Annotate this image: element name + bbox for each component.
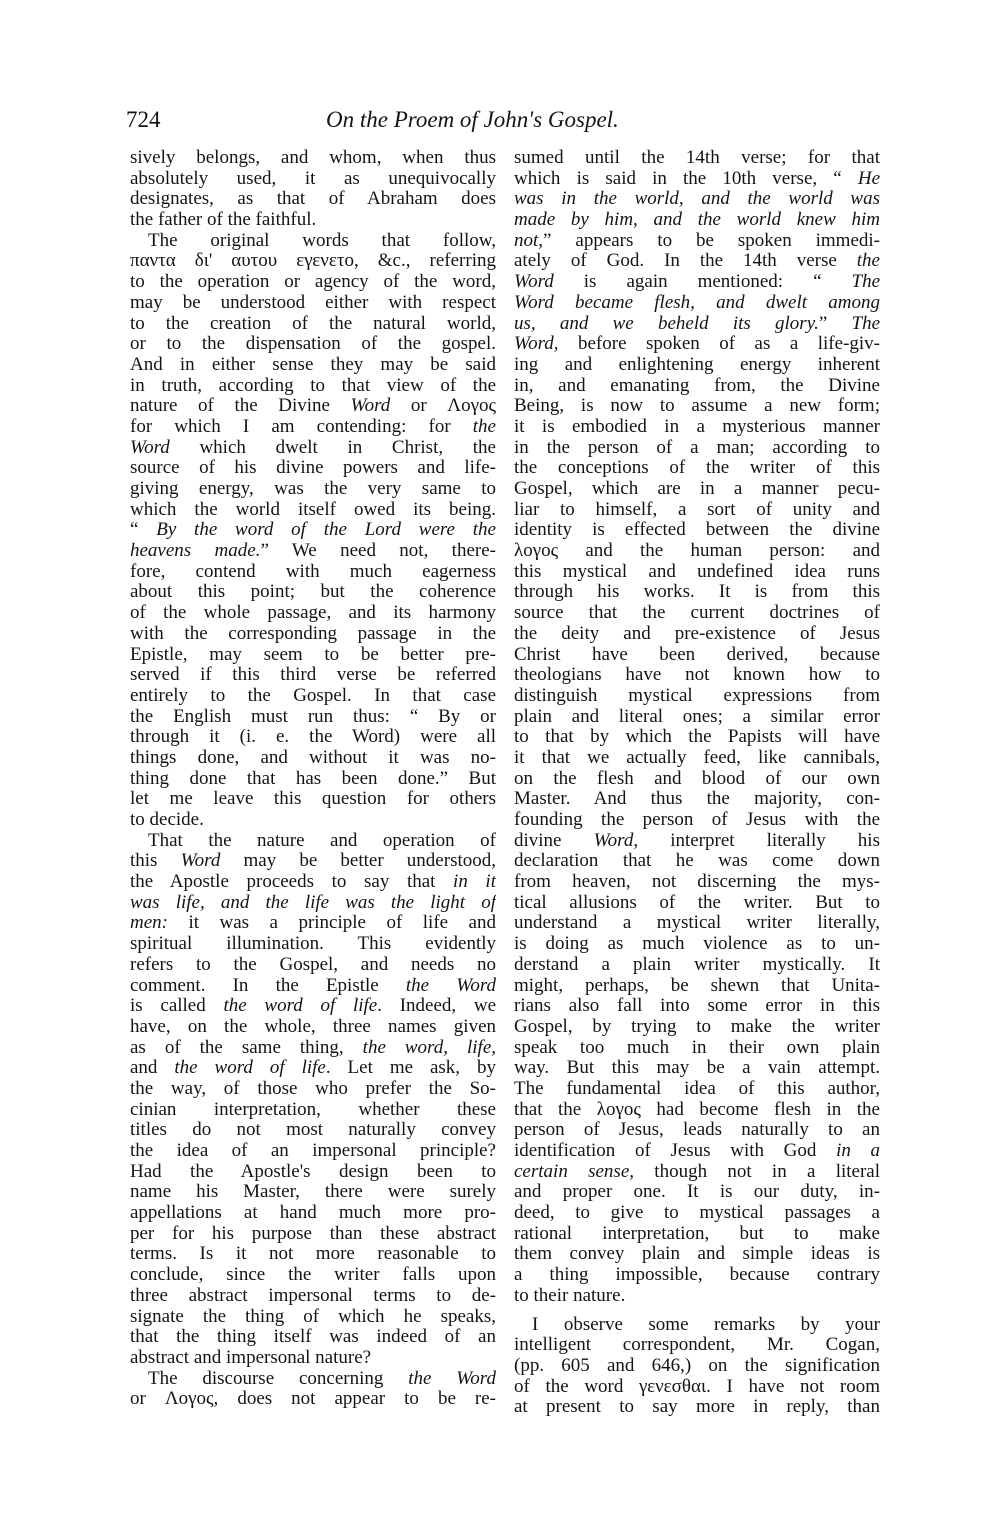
text-line: liar to himself, a sort of unity and — [514, 499, 880, 520]
text-line: on the flesh and blood of our own — [514, 768, 880, 789]
text-line: way. But this may be a vain attempt. — [514, 1058, 880, 1079]
text-line: cinian interpretation, whether these — [130, 1099, 496, 1120]
text-line: was life, and the life was the light of — [130, 892, 496, 913]
text-line: certain sense, though not in a literal — [514, 1161, 880, 1182]
text-line: or Λογος, does not appear to be re- — [130, 1389, 496, 1410]
text-line: about this point; but the coherence — [130, 582, 496, 603]
text-line: which the world itself owed its being. — [130, 499, 496, 520]
text-line: “ By the word of the Lord were the — [130, 520, 496, 541]
text-line: derstand a plain writer mystically. It — [514, 954, 880, 975]
text-line: deed, to give to mystical passages a — [514, 1203, 880, 1224]
text-line: for which I am contending: for the — [130, 416, 496, 437]
text-line: comment. In the Epistle the Word — [130, 975, 496, 996]
text-line: the deity and pre-existence of Jesus — [514, 623, 880, 644]
text-line: through his works. It is from this — [514, 582, 880, 603]
text-line: Christ have been derived, because — [514, 644, 880, 665]
text-line: not,” appears to be spoken immedi- — [514, 230, 880, 251]
text-line: from heaven, not discerning the mys- — [514, 872, 880, 893]
text-line: refers to the Gospel, and needs no — [130, 954, 496, 975]
running-title: On the Proem of John's Gospel. — [326, 107, 619, 132]
text-line: identity is effected between the divine — [514, 520, 880, 541]
text-line: ately of God. In the 14th verse the — [514, 251, 880, 272]
text-line: And in either sense they may be said — [130, 354, 496, 375]
text-line: is called the word of life. Indeed, we — [130, 996, 496, 1017]
text-line: at present to say more in reply, than — [514, 1397, 880, 1418]
text-line: as of the same thing, the word, life, — [130, 1037, 496, 1058]
text-line: Master. And thus the majority, con- — [514, 789, 880, 810]
text-line: or to the dispensation of the gospel. — [130, 334, 496, 355]
text-line: sumed until the 14th verse; for that — [514, 148, 880, 168]
text-line: Epistle, may seem to be better pre- — [130, 644, 496, 665]
text-line: to the creation of the natural world, — [130, 313, 496, 334]
text-line: to decide. — [130, 810, 204, 830]
text-line: sively belongs, and whom, when thus — [130, 148, 496, 168]
text-line: signate the thing of which he speaks, — [130, 1306, 496, 1327]
text-line: Word, before spoken of as a life-giv- — [514, 334, 880, 355]
left-column — [130, 148, 496, 1410]
text-line: The original words that follow, — [148, 230, 496, 251]
text-line: served if this third verse be referred — [130, 665, 496, 686]
text-line: λογος and the human person: and — [514, 541, 880, 562]
text-line: us, and we beheld its glory.” The — [514, 313, 880, 334]
text-line: might, perhaps, be shewn that Unita- — [514, 975, 880, 996]
text-line: rians also fall into some error in this — [514, 996, 880, 1017]
text-line: men: it was a principle of life and — [130, 913, 496, 934]
text-line: that the λογος had become flesh in the — [514, 1099, 880, 1120]
text-line: tical allusions of the writer. But to — [514, 892, 880, 913]
text-line: is doing as much violence as to un- — [514, 934, 880, 955]
text-line: in, and emanating from, the Divine — [514, 375, 880, 396]
text-line: absolutely used, it as unequivocally — [130, 168, 496, 189]
text-line: and proper one. It is our duty, in- — [514, 1182, 880, 1203]
right-column — [514, 148, 880, 1418]
text-line: in truth, according to that view of the — [130, 375, 496, 396]
text-line: source that the current doctrines of — [514, 603, 880, 624]
text-line: and the word of life. Let me ask, by — [130, 1058, 496, 1079]
text-line: terms. Is it not more reasonable to — [130, 1244, 496, 1265]
text-line: the way, of those who prefer the So- — [130, 1078, 496, 1099]
text-line: appellations at hand much more pro- — [130, 1203, 496, 1224]
text-line: Gospel, which are in a manner pecu- — [514, 479, 880, 499]
text-line: nature of the Divine Word or Λογος — [130, 396, 496, 417]
text-line: giving energy, was the very same to — [130, 479, 496, 499]
text-line: παντα δι' αυτου εγενετο, &c., referring — [130, 251, 496, 272]
text-line: a thing impossible, because contrary — [514, 1265, 880, 1286]
text-line: to their nature. — [514, 1285, 626, 1306]
text-line: Had the Apostle's design been to — [130, 1161, 496, 1182]
text-line: theologians have not known how to — [514, 665, 880, 686]
text-line: this Word may be better understood, — [130, 851, 496, 872]
text-line: founding the person of Jesus with the — [514, 810, 880, 830]
text-line: name his Master, there were surely — [130, 1182, 496, 1203]
text-line: titles do not most naturally convey — [130, 1120, 496, 1141]
text-line: Word became flesh, and dwelt among — [514, 292, 880, 313]
text-line: I observe some remarks by your — [532, 1314, 880, 1335]
text-line: intelligent correspondent, Mr. Cogan, — [514, 1335, 880, 1356]
text-line: Word is again mentioned: “ The — [514, 272, 880, 293]
text-line: heavens made.” We need not, there- — [130, 541, 496, 562]
text-line: was in the world, and the world was — [514, 189, 880, 210]
text-line: The fundamental idea of this author, — [514, 1078, 880, 1099]
text-line: with the corresponding passage in the — [130, 623, 496, 644]
page-number: 724 — [126, 107, 161, 132]
text-line: That the nature and operation of — [148, 830, 496, 851]
text-line: person of Jesus, leads naturally to an — [514, 1120, 880, 1141]
text-line: of the word γενεσθαι. I have not room — [514, 1376, 880, 1397]
text-line: per for his purpose than these abstract — [130, 1223, 496, 1244]
text-line: abstract and impersonal nature? — [130, 1347, 372, 1368]
text-line: fore, contend with much eagerness — [130, 561, 496, 582]
text-line: have, on the whole, three names given — [130, 1016, 496, 1037]
text-line: spiritual illumination. This evidently — [130, 934, 496, 955]
text-line: declaration that he was come down — [514, 851, 880, 872]
text-line: let me leave this question for others — [130, 789, 496, 810]
text-line: Being, is now to assume a new form; — [514, 396, 880, 417]
text-line: rational interpretation, but to make — [514, 1223, 880, 1244]
text-line: things done, and without it was no- — [130, 747, 496, 768]
text-line: of the whole passage, and its harmony — [130, 603, 496, 624]
text-line: source of his divine powers and life- — [130, 458, 496, 479]
text-line: in the person of a man; according to — [514, 437, 880, 458]
text-line: designates, as that of Abraham does — [130, 189, 496, 210]
text-line: speak too much in their own plain — [514, 1037, 880, 1058]
text-line: conclude, since the writer falls upon — [130, 1265, 496, 1286]
text-line: the English must run thus: “ By or — [130, 706, 496, 727]
text-line: the conceptions of the writer of this — [514, 458, 880, 479]
text-line: which is said in the 10th verse, “ He — [514, 168, 880, 189]
text-line: Gospel, by trying to make the writer — [514, 1016, 880, 1037]
text-line: made by him, and the world knew him — [514, 210, 880, 231]
text-line: Word which dwelt in Christ, the — [130, 437, 496, 458]
text-line: to that by which the Papists will have — [514, 727, 880, 748]
text-line: divine Word, interpret literally his — [514, 830, 880, 851]
text-line: them convey plain and simple ideas is — [514, 1244, 880, 1265]
text-line: that the thing itself was indeed of an — [130, 1327, 496, 1348]
text-line: the idea of an impersonal principle? — [130, 1141, 496, 1161]
text-line: entirely to the Gospel. In that case — [130, 685, 496, 706]
text-line: distinguish mystical expressions from — [514, 685, 880, 706]
text-line: identification of Jesus with God in a — [514, 1141, 880, 1161]
text-line: (pp. 605 and 646,) on the signification — [514, 1355, 880, 1376]
text-line: through it (i. e. the Word) were all — [130, 727, 496, 748]
text-line: The discourse concerning the Word — [148, 1368, 496, 1389]
text-line: ing and enlightening energy inherent — [514, 354, 880, 375]
text-line: may be understood either with respect — [130, 292, 496, 313]
text-line: the father of the faithful. — [130, 210, 317, 231]
text-line: this mystical and undefined idea runs — [514, 561, 880, 582]
text-line: understand a mystical writer literally, — [514, 913, 880, 934]
text-line: the Apostle proceeds to say that in it — [130, 872, 496, 893]
text-line: to the operation or agency of the word, — [130, 272, 496, 293]
text-line: it is embodied in a mysterious manner — [514, 416, 880, 437]
text-line: thing done that has been done.” But — [130, 768, 496, 789]
text-line: it that we actually feed, like cannibals, — [514, 747, 880, 768]
text-line: three abstract impersonal terms to de- — [130, 1285, 496, 1306]
text-line: plain and literal ones; a similar error — [514, 706, 880, 727]
